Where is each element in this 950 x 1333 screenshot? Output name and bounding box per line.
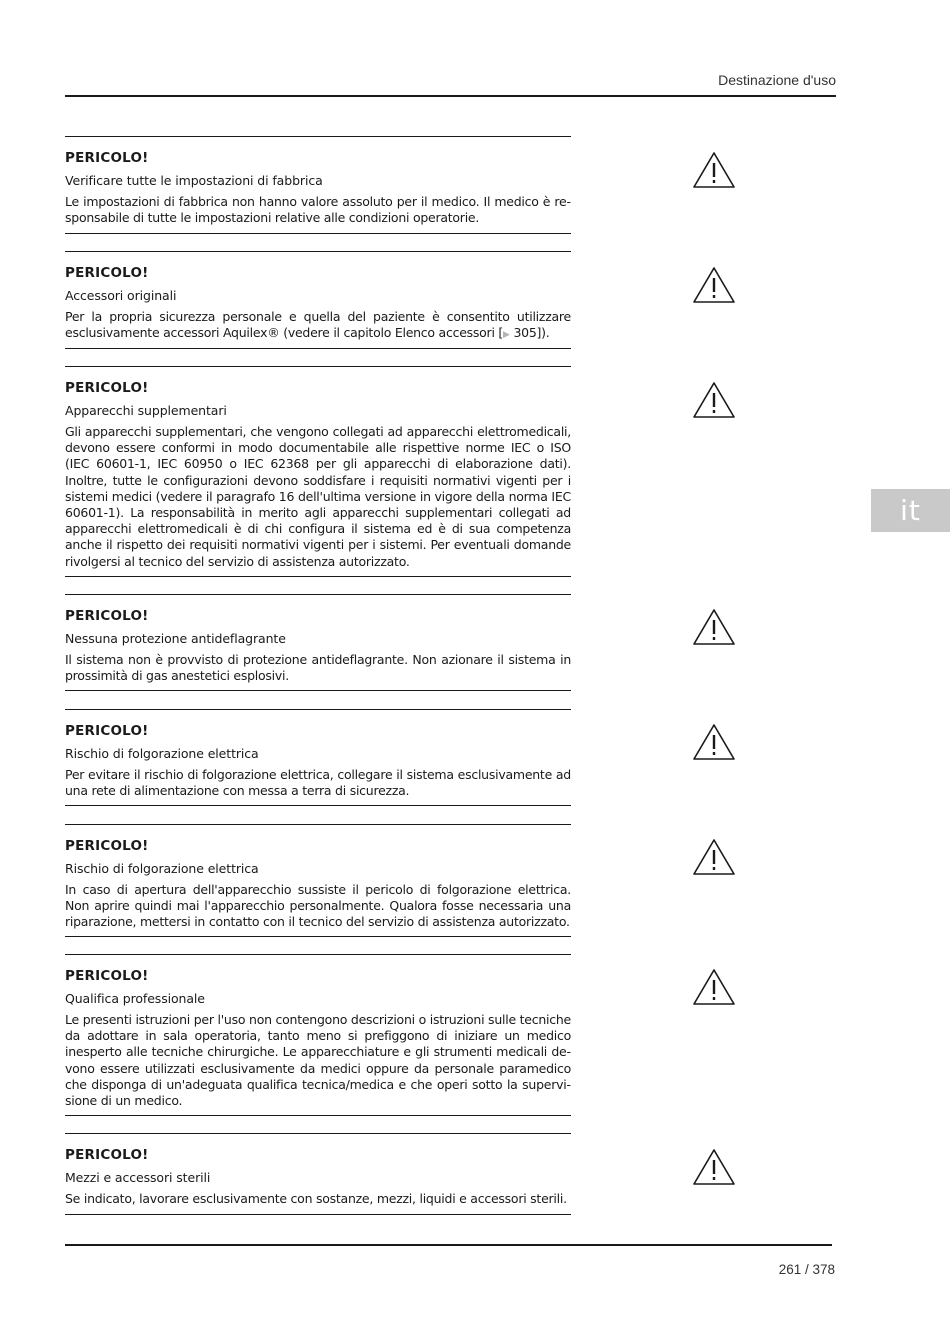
warning-label: PERICOLO! bbox=[65, 380, 149, 396]
warning-triangle-icon bbox=[692, 723, 736, 761]
warning-triangle-icon bbox=[692, 151, 736, 189]
warning-body bbox=[65, 309, 571, 343]
warning-body: Gli apparecchi supplementari, che vengono collegati ad apparecchi elettromedicali, devono essere conformi in modo documentabile alle rispettive norme IEC o ISO (IEC 60601-1, IEC 60950 o IEC 62368 per gli apparecchi di elaborazione dati). Inoltre, tutte le configurazioni devono soddisfare i requisiti normativi vigenti per i sistemi medici (vedere il paragrafo 16 dell'ultima versione in vigore della norma IEC 60601-1). La responsabilità in merito agli apparecchi supplementari collegati ad apparecchi elettromedicali è di chi configura il sistema ed è di sua competenza anche il rispetto dei requisiti normativi vigenti per i sistemi. Per eventuali domande rivolgersi al tecnico del servizio di assistenza autorizzato. bbox=[65, 424, 571, 569]
warning-body: Se indicato, lavorare esclusivamente con sostanze, mezzi, liquidi e accessori sterili. bbox=[65, 1191, 567, 1206]
warning-box bbox=[65, 136, 571, 234]
warning-title: Rischio di folgorazione elettrica bbox=[65, 746, 259, 761]
warning-label: PERICOLO! bbox=[65, 150, 149, 166]
warning-title: Qualifica professionale bbox=[65, 991, 205, 1006]
footer-rule bbox=[65, 1244, 832, 1246]
warning-box bbox=[65, 824, 571, 937]
warning-body: Le impostazioni di fabbrica non hanno valore assoluto per il medico. Il medico è responsabile di tutte le impostazioni relative alle condizioni operatorie. bbox=[65, 194, 571, 226]
page-reference-link[interactable]: 305 bbox=[513, 325, 537, 341]
warning-box bbox=[65, 594, 571, 691]
warning-triangle-icon bbox=[692, 266, 736, 304]
warning-box bbox=[65, 366, 571, 577]
warning-triangle-icon bbox=[692, 838, 736, 876]
warning-label: PERICOLO! bbox=[65, 723, 149, 739]
warning-title: Apparecchi supplementari bbox=[65, 403, 227, 418]
warning-box bbox=[65, 251, 571, 349]
warning-body: In caso di apertura dell'apparecchio sussiste il pericolo di folgorazione elettrica. Non aprire quindi mai l'apparecchio personalmente. Qualora fosse necessaria una riparazione, mettersi in contatto con il tecnico del servizio di assistenza autorizzato. bbox=[65, 882, 571, 930]
warning-label: PERICOLO! bbox=[65, 608, 149, 624]
warning-triangle-icon bbox=[692, 968, 736, 1006]
page-number: 261 / 378 bbox=[778, 1262, 835, 1277]
section-title: Destinazione d'uso bbox=[718, 72, 836, 88]
warning-box bbox=[65, 954, 571, 1116]
warning-title: Mezzi e accessori sterili bbox=[65, 1170, 211, 1185]
warning-body: Il sistema non è provvisto di protezione antideflagrante. Non azionare il sistema in prossimità di gas anestetici esplosivi. bbox=[65, 652, 571, 684]
warning-body: Le presenti istruzioni per l'uso non contengono descrizioni o istruzioni sulle tecniche da adottare in sala operatoria, tanto meno si prefiggono di iniziare un medico inesperto alle tecniche chirurgiche. Le apparecchiature e gli strumenti medicali devono essere utilizzati esclusivamente da medici oppure da personale paramedico che disponga di un'adeguata qualifica tecnica/medica e che operi sotto la supervisione di un medico. bbox=[65, 1012, 571, 1109]
language-tab[interactable] bbox=[871, 489, 950, 532]
warning-body-text: Per la propria sicurezza personale e quella del paziente è consentito utilizzare esclusivamente accessori Aquilex® (vedere il capitolo Elenco accessori [ bbox=[65, 309, 571, 341]
warning-title: Nessuna protezione antideflagrante bbox=[65, 631, 286, 646]
header-rule bbox=[65, 95, 836, 97]
reference-arrow-icon: ▶ bbox=[503, 330, 510, 341]
warning-title: Verificare tutte le impostazioni di fabbrica bbox=[65, 173, 323, 188]
warning-box bbox=[65, 709, 571, 806]
warning-triangle-icon bbox=[692, 1148, 736, 1186]
warning-label: PERICOLO! bbox=[65, 265, 149, 281]
warning-title: Rischio di folgorazione elettrica bbox=[65, 861, 259, 876]
warning-box bbox=[65, 1133, 571, 1215]
warning-triangle-icon bbox=[692, 608, 736, 646]
warning-label: PERICOLO! bbox=[65, 1147, 149, 1163]
warning-label: PERICOLO! bbox=[65, 968, 149, 984]
warning-title: Accessori originali bbox=[65, 288, 177, 303]
language-tab-label: it bbox=[900, 494, 921, 527]
warning-triangle-icon bbox=[692, 381, 736, 419]
warning-body: Per evitare il rischio di folgorazione elettrica, collegare il sistema esclusivamente ad una rete di alimentazione con messa a terra di sicurezza. bbox=[65, 767, 571, 799]
warning-label: PERICOLO! bbox=[65, 838, 149, 854]
warning-body-text-end: ]). bbox=[536, 325, 550, 341]
